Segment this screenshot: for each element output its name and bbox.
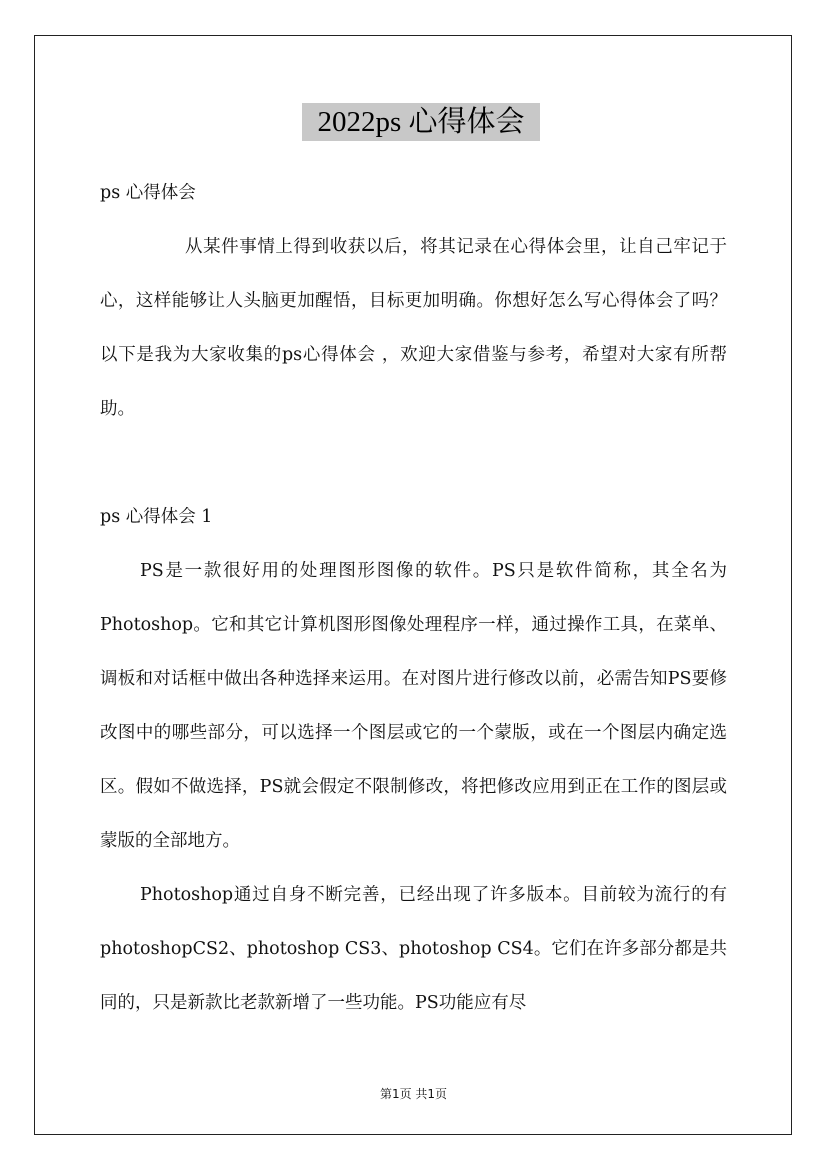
body-paragraph-1: PS是一款很好用的处理图形图像的软件。PS只是软件简称，其全名为Photoshop。它和其它计算机图形图像处理程序一样，通过操作工具，在菜单、调板和对话框中做出各种选择来运用。在对图片进行修改以前，必需告知PS要修改图中的哪些部分，可以选择一个图层或它的一个蒙版，或在一个图层内确定选区。假如不做选择，PS就会假定不限制修改，将把修改应用到正在工作的图层或蒙版的全部地方。 <box>100 561 727 851</box>
section-heading: ps 心得体会 1 <box>100 507 213 527</box>
intro-paragraph: 从某件事情上得到收获以后，将其记录在心得体会里，让自己牢记于心，这样能够让人头脑更加醒悟，目标更加明确。你想好怎么写心得体会了吗？以下是我为大家收集的ps心得体会 ，欢迎大家借鉴与参考，希望对大家有所帮助。 <box>100 237 727 419</box>
page-footer: 第1页 共1页 <box>379 1087 448 1101</box>
body-paragraph-2: Photoshop通过自身不断完善，已经出现了许多版本。目前较为流行的有 photoshopCS2、photoshop CS3、photoshop CS4。它们在许多部分都是共同的，只是新款比老款新增了一些功能。PS功能应有尽 <box>100 885 727 1013</box>
subtitle: ps 心得体会 <box>100 183 196 203</box>
blank-line <box>100 436 727 490</box>
document-body <box>100 166 727 1030</box>
document-title: 2022ps 心得体会 <box>302 103 540 141</box>
